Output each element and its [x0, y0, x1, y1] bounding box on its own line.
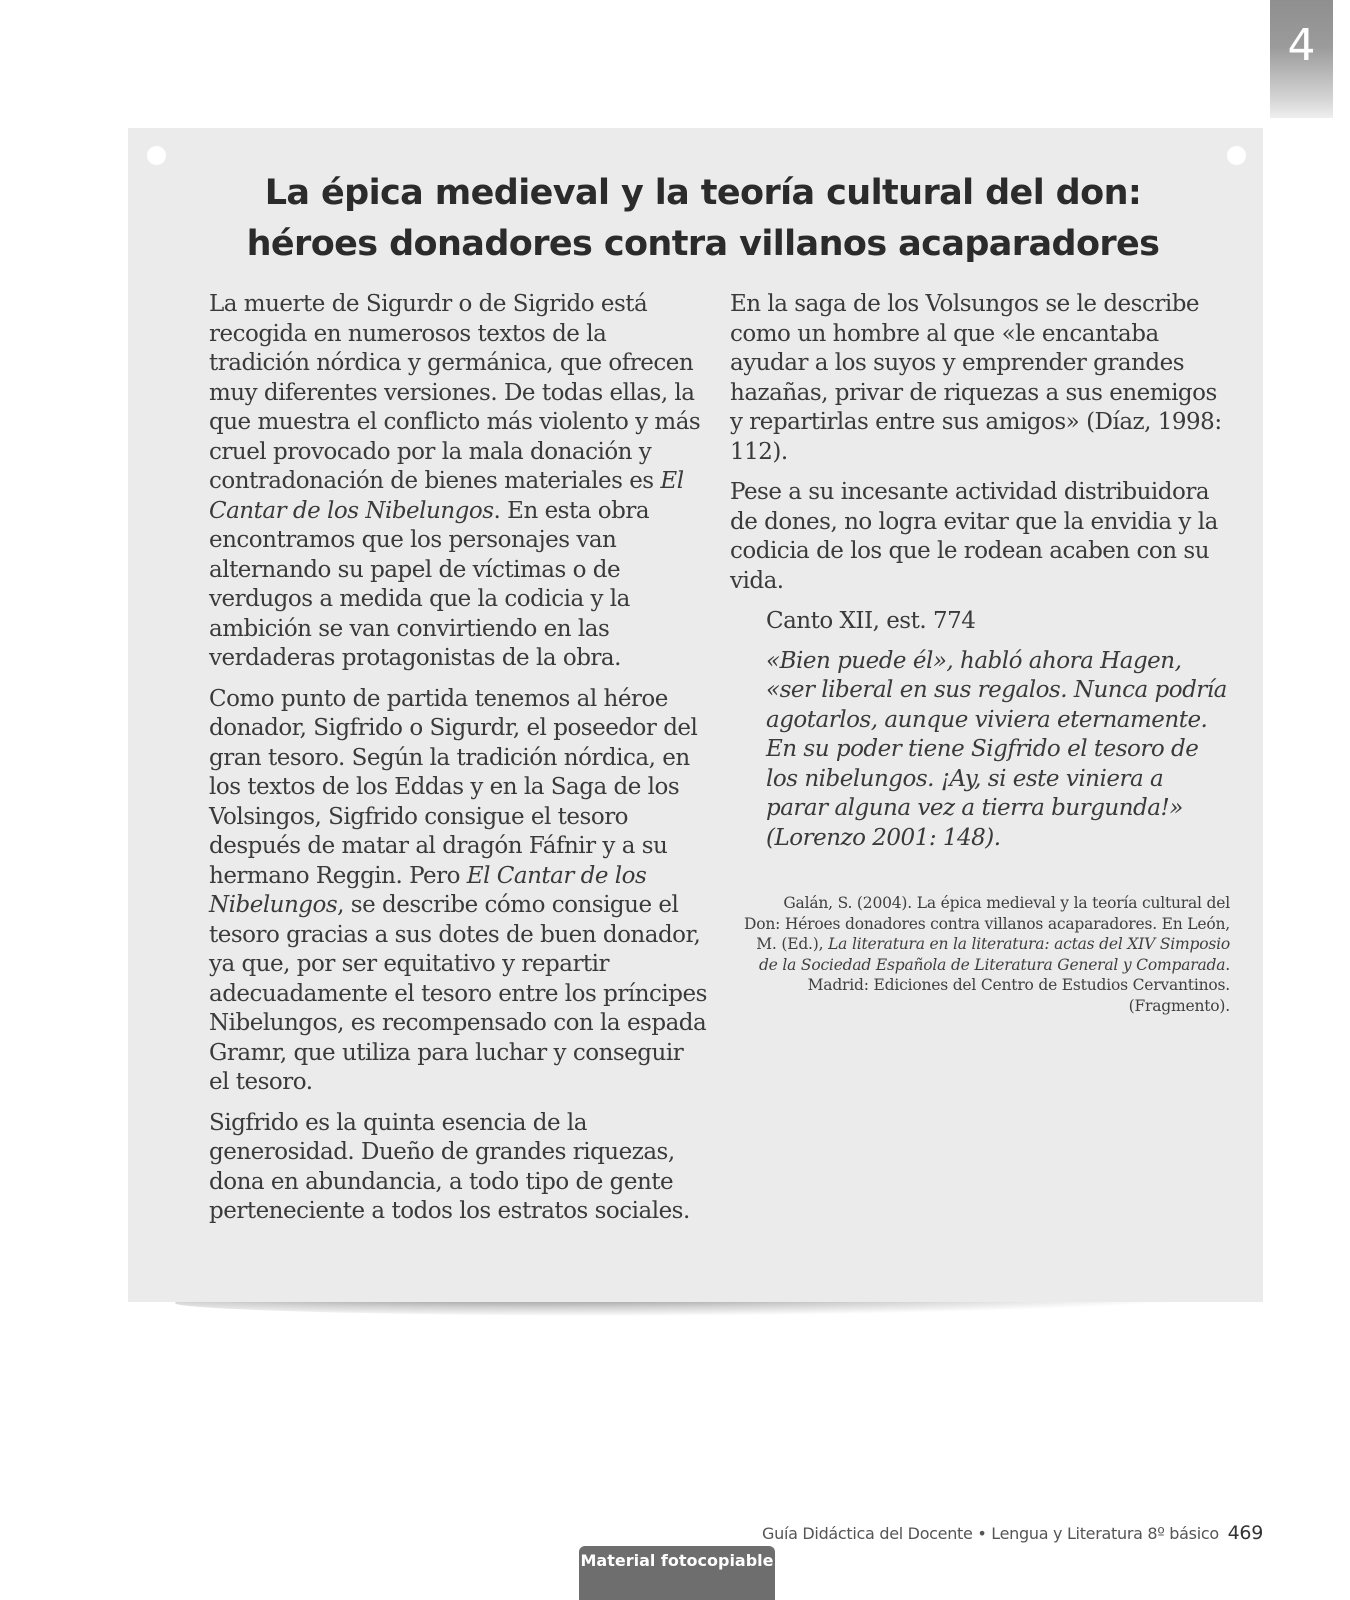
left-column — [209, 290, 707, 1238]
chapter-tab — [1270, 0, 1333, 118]
page-number: 469 — [1227, 1522, 1263, 1544]
binder-hole-right — [1227, 146, 1246, 165]
article-title: La épica medieval y la teoría cultural del don: héroes donadores contra villanos acaparadores — [246, 173, 1160, 264]
right-paragraph-2: Pese a su incesante actividad distribuidora de dones, no logra evitar que la envidia y la codicia de los que le rodean acaben con su vida. — [730, 479, 1218, 594]
right-column — [730, 290, 1230, 1016]
left-paragraph-1: La muerte de Sigurdr o de Sigrido está recogida en numerosos textos de la tradición nórdica y germánica, que ofrecen muy diferentes versiones. De todas ellas, la que muestra el conflicto más violento y más cruel provocado por la mala donación y contradonación de bienes materiales es El Cantar de los Nibelungos. En esta obra encontramos que los personajes van alternando su papel de víctimas o de verdugos a medida que la codicia y la ambición se van convirtiendo en las verdaderas protagonistas de la obra. — [209, 291, 701, 671]
footer-guide-text: Guía Didáctica del Docente • Lengua y Literatura 8º básico — [762, 1524, 1219, 1543]
photocopy-tab — [579, 1546, 775, 1600]
quote-text: «Bien puede él», habló ahora Hagen, «ser liberal en sus regalos. Nunca podría agotarlos, aunque viviera eternamente. En su poder tiene Sigfrido el tesoro de los nibelungos. ¡Ay, si este viniera a parar alguna vez a tierra burgunda!» (Lorenzo 2001: 148). — [766, 647, 1227, 851]
binder-hole-left — [147, 146, 166, 165]
reading-panel — [128, 128, 1263, 1302]
right-paragraph-1: En la saga de los Volsungos se le describe como un hombre al que «le encantaba ayudar a los suyos y emprender grandes hazañas, privar de riquezas a sus enemigos y repartirlas entre sus amigos» (Díaz, 1998: 112). — [730, 291, 1222, 465]
quote-heading: Canto XII, est. 774 — [766, 608, 976, 634]
footer — [762, 1522, 1263, 1544]
photocopy-label: Material fotocopiable — [580, 1551, 774, 1570]
left-paragraph-2: Como punto de partida tenemos al héroe donador, Sigfrido o Sigurdr, el poseedor del gran tesoro. Según la tradición nórdica, en los textos de los Eddas y en la Saga de los Volsingos, Sigfrido consigue el tesoro después de matar al dragón Fáfnir y a su hermano Reggin. Pero El Cantar de los Nibelungos, se describe cómo consigue el tesoro gracias a sus dotes de buen donador, ya que, por ser equitativo y repartir adecuadamente el tesoro entre los príncipes Nibelungos, es recompensado con la espada Gramr, que utiliza para luchar y conseguir el tesoro. — [209, 685, 707, 1095]
left-paragraph-3: Sigfrido es la quinta esencia de la generosidad. Dueño de grandes riquezas, dona en abundancia, a todo tipo de gente perteneciente a todos los estratos sociales. — [209, 1109, 690, 1224]
chapter-number: 4 — [1287, 20, 1316, 71]
bibliographic-reference: Galán, S. (2004). La épica medieval y la teoría cultural del Don: Héroes donadores contra villanos acaparadores. En León, M. (Ed.), La literatura en la literatura: actas del XIV Simposio de la Sociedad Española de Literatura General y Comparada. Madrid: Ediciones del Centro de Estudios Cervantinos. (Fragmento). — [744, 894, 1230, 1015]
